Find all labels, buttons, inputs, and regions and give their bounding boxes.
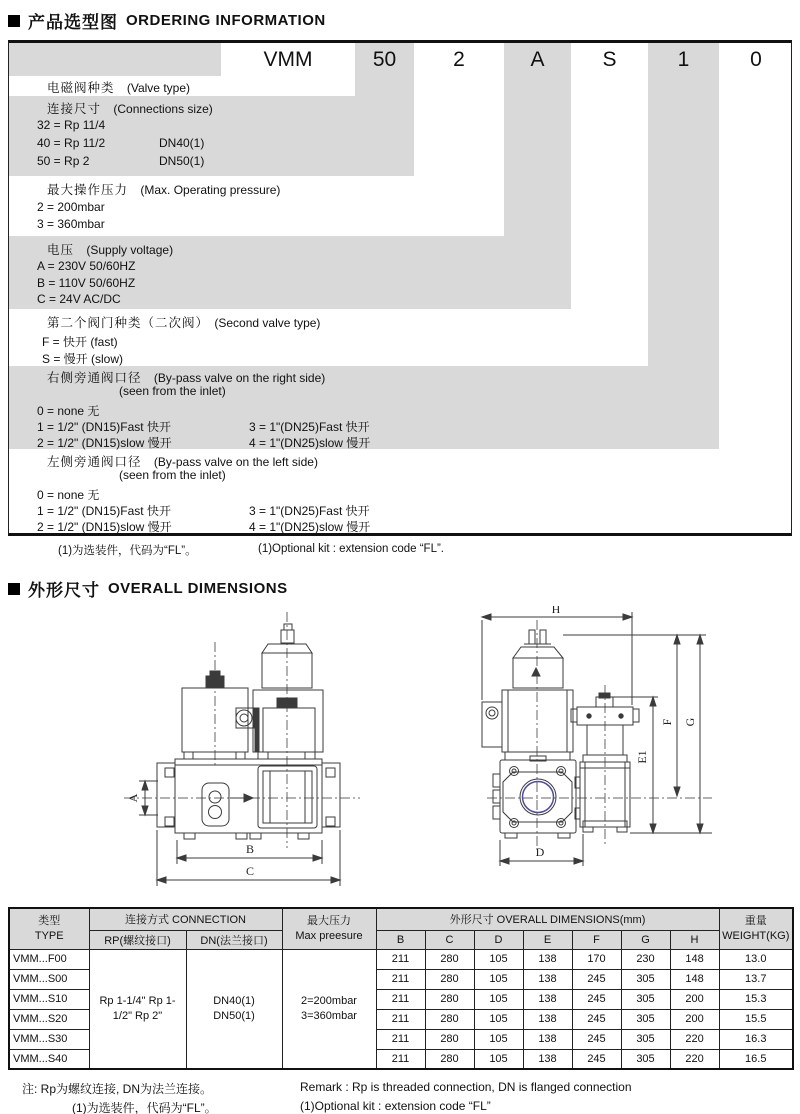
code-column-strip-1 xyxy=(648,43,719,366)
cell-dim: 280 xyxy=(425,1029,474,1049)
header-dim-f: F xyxy=(572,930,621,949)
cell-weight: 16.3 xyxy=(719,1029,793,1049)
cell-dim: 230 xyxy=(621,949,670,969)
cell-pressure: 2=200mbar 3=360mbar xyxy=(282,949,376,1069)
ordering-title-en: ORDERING INFORMATION xyxy=(126,12,326,29)
cell-dim: 148 xyxy=(670,949,719,969)
code-cell-bypass-right: 1 xyxy=(677,48,690,71)
flow-arrow-icon xyxy=(230,794,253,802)
dim-label-b: B xyxy=(245,842,255,856)
cell-dim: 280 xyxy=(425,949,474,969)
cell-dim: 211 xyxy=(376,1009,425,1029)
cell-dim: 105 xyxy=(474,1049,523,1069)
block-bypass-left-zh: 左侧旁通阀口径 xyxy=(47,455,142,469)
header-connection: 连接方式 CONNECTION xyxy=(89,908,282,930)
header-dim-e: E xyxy=(523,930,572,949)
dim-label-a: A xyxy=(126,793,140,803)
option-line: A = 230V 50/60HZ xyxy=(37,259,136,273)
cell-type: VMM...S20 xyxy=(9,1009,89,1029)
option-line: 2 = 1/2" (DN15)slow 慢开 4 = 1"(DN25)slow 慢开 xyxy=(37,436,371,450)
option-line: 50 = Rp 2 DN50(1) xyxy=(37,154,205,168)
cell-dim: 138 xyxy=(523,989,572,1009)
dim-label-d: D xyxy=(535,845,545,859)
option-line: 1 = 1/2" (DN15)Fast 快开 3 = 1"(DN25)Fast 快开 xyxy=(37,420,370,434)
cell-dim: 138 xyxy=(523,949,572,969)
header-dimensions: 外形尺寸 OVERALL DIMENSIONS(mm) xyxy=(376,908,719,930)
spec-table xyxy=(8,907,794,1070)
cell-dim: 280 xyxy=(425,969,474,989)
block-valve-type xyxy=(47,78,190,96)
cell-dim: 245 xyxy=(572,1029,621,1049)
dimensions-title-en: OVERALL DIMENSIONS xyxy=(108,580,288,597)
header-pressure: 最大压力 Max preesure xyxy=(282,908,376,949)
block-pressure-en: (Max. Operating pressure) xyxy=(140,183,281,197)
side-junction-box xyxy=(236,708,254,728)
cell-weight: 15.5 xyxy=(719,1009,793,1029)
cell-dim: 200 xyxy=(670,1009,719,1029)
dim-label-e1: E1 xyxy=(635,750,649,764)
ordering-note-zh: (1)为选装件，代码为“FL”。 xyxy=(58,545,197,557)
ordering-section-title xyxy=(8,8,326,33)
dimension-d xyxy=(500,834,583,866)
block-bypass-right-zh: 右侧旁通阀口径 xyxy=(47,371,142,385)
header-dn: DN(法兰接口) xyxy=(186,930,282,949)
code-cell-vmm: VMM xyxy=(263,48,313,71)
dim-label-g: G xyxy=(683,717,697,727)
ordering-title-zh: 产品选型图 xyxy=(28,13,118,32)
block-pressure-zh: 最大操作压力 xyxy=(47,183,129,197)
cell-dim: 138 xyxy=(523,1049,572,1069)
cell-type: VMM...S40 xyxy=(9,1049,89,1069)
cell-dim: 200 xyxy=(670,989,719,1009)
block-voltage xyxy=(47,240,173,258)
block-second-valve-zh: 第二个阀门种类（二次阀） xyxy=(47,316,210,330)
dim-label-c: C xyxy=(245,864,255,878)
block-connections-en: (Connections size) xyxy=(113,102,213,116)
header-dim-g: G xyxy=(621,930,670,949)
front-junction-box xyxy=(482,702,502,747)
code-cell-voltage: A xyxy=(530,48,545,71)
side-view-drawing xyxy=(124,612,360,886)
header-dim-h: H xyxy=(670,930,719,949)
dimension-b xyxy=(177,840,322,864)
cell-dim: 211 xyxy=(376,969,425,989)
cell-dim: 305 xyxy=(621,1009,670,1029)
cell-dim: 305 xyxy=(621,1029,670,1049)
cell-dim: 148 xyxy=(670,969,719,989)
block-voltage-en: (Supply voltage) xyxy=(86,243,174,257)
cell-type: VMM...S10 xyxy=(9,989,89,1009)
option-line: S = 慢开 (slow) xyxy=(42,352,124,366)
cell-dim: 220 xyxy=(670,1049,719,1069)
cell-dim: 245 xyxy=(572,989,621,1009)
cell-dim: 138 xyxy=(523,1009,572,1029)
dimension-e1 xyxy=(635,697,656,833)
front-view-drawing xyxy=(482,606,712,866)
cell-type: VMM...S00 xyxy=(9,969,89,989)
block-voltage-zh: 电压 xyxy=(47,243,75,257)
dimensions-section-title xyxy=(8,576,288,601)
cell-dim: 138 xyxy=(523,969,572,989)
bullet-square-icon xyxy=(8,583,20,595)
cell-dim: 211 xyxy=(376,1049,425,1069)
ordering-code-table xyxy=(8,40,792,536)
bullet-square-icon xyxy=(8,15,20,27)
option-line: C = 24V AC/DC xyxy=(37,292,121,306)
side-right-coil xyxy=(253,624,323,759)
cell-dim: 138 xyxy=(523,1029,572,1049)
block-pressure xyxy=(47,180,280,198)
table-row xyxy=(9,949,793,969)
ordering-note-en: (1)Optional kit : extension code “FL”. xyxy=(258,543,444,555)
dimension-g xyxy=(683,635,703,833)
block-bypass-left-en: (By-pass valve on the left side) xyxy=(153,455,318,469)
cell-dim: 280 xyxy=(425,989,474,1009)
code-cell-bypass-left: 0 xyxy=(750,48,762,71)
cell-type: VMM...S30 xyxy=(9,1029,89,1049)
option-line: 2 = 200mbar xyxy=(37,200,105,214)
option-line: 0 = none 无 xyxy=(37,488,100,502)
code-cell-valve2: S xyxy=(602,48,617,71)
option-line: 1 = 1/2" (DN15)Fast 快开 3 = 1"(DN25)Fast 快开 xyxy=(37,504,370,518)
cell-weight: 16.5 xyxy=(719,1049,793,1069)
cell-dim: 245 xyxy=(572,1009,621,1029)
dim-label-f: F xyxy=(660,718,674,726)
remark-en: Remark : Rp is threaded connection, DN is flanged connection xyxy=(300,1080,632,1094)
option-line: B = 110V 50/60HZ xyxy=(37,276,136,290)
header-dim-c: C xyxy=(425,930,474,949)
block-connections xyxy=(47,99,213,117)
cell-type: VMM...F00 xyxy=(9,949,89,969)
cell-dim: 105 xyxy=(474,969,523,989)
dimension-f xyxy=(660,635,680,796)
cell-dim: 305 xyxy=(621,989,670,1009)
code-cell-size: 50 xyxy=(372,48,397,71)
code-header-left-cell xyxy=(9,43,221,76)
option-line: 2 = 1/2" (DN15)slow 慢开 4 = 1"(DN25)slow 慢开 xyxy=(37,520,371,534)
block-valve-type-zh: 电磁阀种类 xyxy=(47,81,115,95)
block-second-valve-en: (Second valve type) xyxy=(214,316,321,330)
dimensions-title-zh: 外形尺寸 xyxy=(28,581,100,600)
option-line: 40 = Rp 11/2 DN40(1) xyxy=(37,136,205,150)
cell-dim: 105 xyxy=(474,989,523,1009)
block-connections-zh: 连接尺寸 xyxy=(47,102,102,116)
cell-dim: 105 xyxy=(474,1029,523,1049)
header-weight: 重量 WEIGHT(KG) xyxy=(719,908,793,949)
cell-dim: 245 xyxy=(572,1049,621,1069)
front-valve-body xyxy=(493,756,576,838)
cell-dim: 105 xyxy=(474,949,523,969)
cell-dn: DN40(1) DN50(1) xyxy=(186,949,282,1069)
option-line: 3 = 360mbar xyxy=(37,217,105,231)
block-bypass-right-en2: (seen from the inlet) xyxy=(119,384,226,398)
cell-dim: 211 xyxy=(376,989,425,1009)
cell-rp: Rp 1-1/4" Rp 1- 1/2" Rp 2" xyxy=(89,949,186,1069)
cell-dim: 105 xyxy=(474,1009,523,1029)
cell-dim: 280 xyxy=(425,1009,474,1029)
cell-dim: 211 xyxy=(376,949,425,969)
option-line: F = 快开 (fast) xyxy=(42,335,118,349)
cell-dim: 305 xyxy=(621,969,670,989)
cell-dim: 211 xyxy=(376,1029,425,1049)
block-bypass-left-en2: (seen from the inlet) xyxy=(119,468,226,482)
block-valve-type-en: (Valve type) xyxy=(126,81,190,95)
footnote-en: (1)Optional kit : extension code “FL” xyxy=(300,1099,491,1113)
cell-dim: 170 xyxy=(572,949,621,969)
cell-dim: 305 xyxy=(621,1049,670,1069)
cell-weight: 15.3 xyxy=(719,989,793,1009)
cell-dim: 245 xyxy=(572,969,621,989)
cell-dim: 280 xyxy=(425,1049,474,1069)
block-bypass-right-en: (By-pass valve on the right side) xyxy=(153,371,326,385)
footnote-zh: (1)为选装件，代码为“FL”。 xyxy=(72,1101,217,1114)
code-cell-pressure: 2 xyxy=(453,48,465,71)
remark-zh: 注: Rp为螺纹连接, DN为法兰连接。 xyxy=(22,1082,213,1096)
option-line: 32 = Rp 11/4 xyxy=(37,118,106,132)
option-line: 0 = none 无 xyxy=(37,404,100,418)
header-rp: RP(螺纹接口) xyxy=(89,930,186,949)
cell-weight: 13.7 xyxy=(719,969,793,989)
dim-label-h: H xyxy=(551,606,561,616)
cell-weight: 13.0 xyxy=(719,949,793,969)
header-type: 类型 TYPE xyxy=(9,908,89,949)
header-dim-d: D xyxy=(474,930,523,949)
block-second-valve xyxy=(47,313,320,331)
cell-dim: 220 xyxy=(670,1029,719,1049)
overall-dimensions-drawing xyxy=(60,606,740,900)
header-dim-b: B xyxy=(376,930,425,949)
